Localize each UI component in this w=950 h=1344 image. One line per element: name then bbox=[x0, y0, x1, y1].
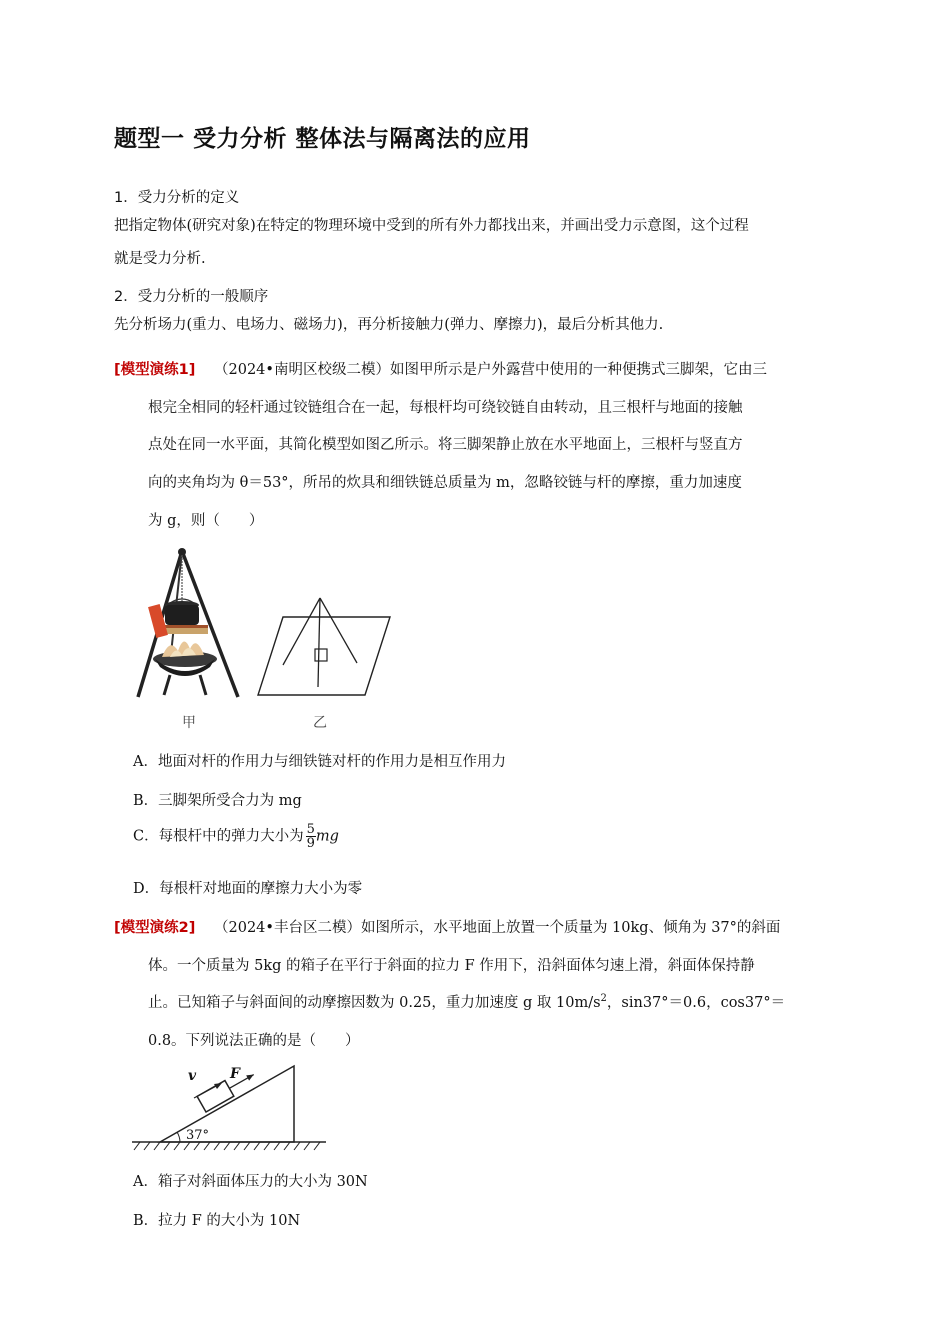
q2-option-b: B．拉力 F 的大小为 10N bbox=[133, 1213, 301, 1229]
q2-line-3-sup: 2 bbox=[600, 993, 607, 1005]
fraction bbox=[306, 823, 316, 850]
q1-line-4: 向的夹角均为 θ＝53°，所吊的炊具和细铁链总质量为 m，忽略铰链与杆的摩擦，重力加速度 bbox=[148, 475, 742, 491]
q1-option-c bbox=[133, 823, 339, 850]
figure-a-label: 甲 bbox=[182, 715, 196, 731]
q1-option-b: B．三脚架所受合力为 mg bbox=[133, 793, 302, 809]
q2-line-2: 体。一个质量为 5kg 的箱子在平行于斜面的拉力 F 作用下，沿斜面体匀速上滑，斜面体保持静 bbox=[148, 958, 755, 974]
q2-line-3a: 止。已知箱子与斜面间的动摩擦因数为 0.25，重力加速度 g 取 10m/s bbox=[148, 995, 601, 1011]
q2-line-3 bbox=[148, 991, 785, 1012]
figure-b-label: 乙 bbox=[313, 715, 327, 731]
q1-option-a: A．地面对杆的作用力与细铁链对杆的作用力是相互作用力 bbox=[133, 754, 506, 770]
fraction-denominator: 9 bbox=[306, 836, 315, 851]
section2-heading: 2．受力分析的一般顺序 bbox=[114, 289, 269, 305]
q1-option-c-prefix: C．每根杆中的弹力大小为 bbox=[133, 828, 304, 845]
q2-line-3b: ，sin37°＝0.6，cos37°＝ bbox=[606, 995, 786, 1011]
q1-line-5: 为 g，则（ ） bbox=[148, 513, 264, 529]
q1-option-c-suffix: mg bbox=[315, 828, 339, 845]
tripod-model-figure bbox=[255, 595, 395, 700]
tripod-photo-figure bbox=[130, 545, 255, 705]
section1-line1: 把指定物体(研究对象)在特定的物理环境中受到的所有外力都找出来，并画出受力示意图，这个过程 bbox=[114, 218, 749, 234]
force-label: F bbox=[230, 1066, 240, 1082]
q2-tag: [模型演练2] bbox=[114, 920, 196, 936]
q2-line-1: （2024•丰台区二模）如图所示，水平地面上放置一个质量为 10kg、倾角为 37°的斜面 bbox=[214, 920, 781, 936]
fraction-numerator: 5 bbox=[306, 822, 315, 837]
velocity-label: v bbox=[188, 1068, 197, 1084]
q1-line-2: 根完全相同的轻杆通过铰链组合在一起，每根杆均可绕铰链自由转动，且三根杆与地面的接触 bbox=[148, 400, 743, 416]
section2-line1: 先分析场力(重力、电场力、磁场力)，再分析接触力(弹力、摩擦力)，最后分析其他力. bbox=[114, 317, 664, 333]
angle-label: 37° bbox=[186, 1128, 210, 1143]
q1-tag: [模型演练1] bbox=[114, 362, 196, 378]
section1-line2: 就是受力分析. bbox=[114, 251, 206, 267]
q1-line-3: 点处在同一水平面，其简化模型如图乙所示。将三脚架静止放在水平地面上，三根杆与竖直方 bbox=[148, 437, 743, 453]
page-title: 题型一 受力分析 整体法与隔离法的应用 bbox=[114, 126, 531, 152]
q2-option-a: A．箱子对斜面体压力的大小为 30N bbox=[133, 1174, 368, 1190]
section1-heading: 1．受力分析的定义 bbox=[114, 190, 240, 206]
ground-hatch bbox=[134, 1142, 320, 1150]
q1-line-1: （2024•南明区校级二模）如图甲所示是户外露营中使用的一种便携式三脚架，它由三 bbox=[214, 362, 767, 378]
q1-option-d: D．每根杆对地面的摩擦力大小为零 bbox=[133, 881, 363, 897]
q2-line-4: 0.8。下列说法正确的是（ ） bbox=[148, 1033, 360, 1049]
